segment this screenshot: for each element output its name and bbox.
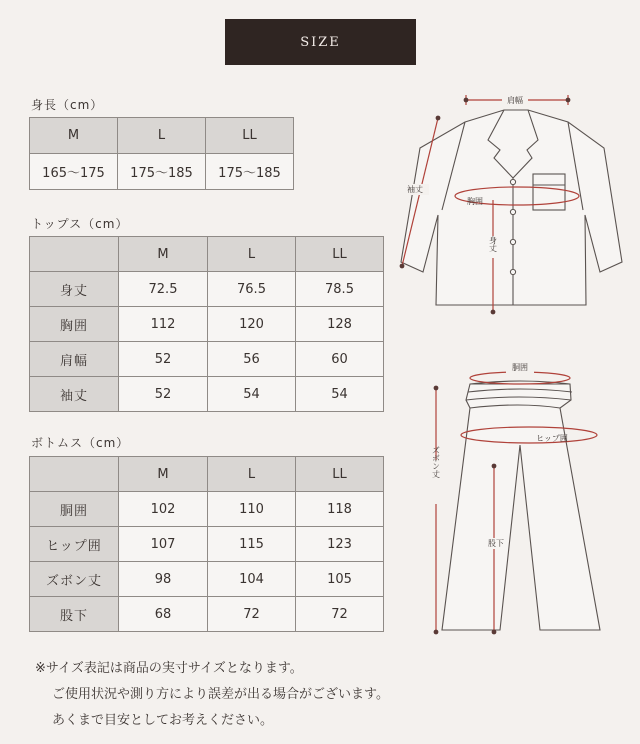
tops-cell: 60 xyxy=(296,342,384,377)
shirt-illustration xyxy=(401,110,622,305)
note-line-1: ※サイズ表記は商品の実寸サイズとなります。 xyxy=(35,661,303,676)
chest-label: 胸囲 xyxy=(467,197,483,206)
inseam-label: 股下 xyxy=(488,539,504,548)
body-length-label-1: 身丈 xyxy=(488,236,498,252)
bottoms-row-label: ヒップ囲 xyxy=(30,527,119,562)
tops-cell: 120 xyxy=(208,307,296,342)
tops-cell: 128 xyxy=(296,307,384,342)
height-header-m: M xyxy=(30,118,118,154)
sleeve-label: 袖丈 xyxy=(407,185,423,194)
bottoms-cell: 123 xyxy=(296,527,384,562)
bottoms-cell: 118 xyxy=(296,492,384,527)
pants-illustration xyxy=(442,381,600,630)
bottoms-cell: 115 xyxy=(208,527,296,562)
bottoms-cell: 68 xyxy=(119,597,208,632)
waist-label: 胴囲 xyxy=(512,363,528,372)
bottoms-table-title: ボトムス（cm） xyxy=(31,436,130,450)
tops-cell: 54 xyxy=(296,377,384,412)
pants-length-label: ズボン丈 xyxy=(431,446,441,478)
height-value-ll: 175〜185 xyxy=(206,154,294,190)
note-line-3: あくまで目安としてお考えください。 xyxy=(52,713,274,728)
bottoms-row-label: ズボン丈 xyxy=(30,562,119,597)
bottoms-cell: 98 xyxy=(119,562,208,597)
bottoms-cell: 72 xyxy=(296,597,384,632)
bottoms-header-m: M xyxy=(119,457,208,492)
bottoms-row-label: 股下 xyxy=(30,597,119,632)
tops-cell: 78.5 xyxy=(296,272,384,307)
bottoms-row-label: 胴囲 xyxy=(30,492,119,527)
height-header-l: L xyxy=(118,118,206,154)
tops-row-label: 胸囲 xyxy=(30,307,119,342)
bottoms-cell: 72 xyxy=(208,597,296,632)
tops-header-m: M xyxy=(119,237,208,272)
height-header-ll: LL xyxy=(206,118,294,154)
bottoms-cell: 102 xyxy=(119,492,208,527)
tops-cell: 52 xyxy=(119,377,208,412)
height-table-title: 身長（cm） xyxy=(31,98,104,112)
height-value-m: 165〜175 xyxy=(30,154,118,190)
bottoms-cell: 104 xyxy=(208,562,296,597)
tops-row-label: 肩幅 xyxy=(30,342,119,377)
tops-cell: 76.5 xyxy=(208,272,296,307)
tops-cell: 112 xyxy=(119,307,208,342)
shoulder-label: 肩幅 xyxy=(507,96,523,105)
bottoms-cell: 105 xyxy=(296,562,384,597)
tops-cell: 54 xyxy=(208,377,296,412)
size-banner-label: SIZE xyxy=(300,34,341,50)
tops-row-label: 身丈 xyxy=(30,272,119,307)
tops-row-label: 袖丈 xyxy=(30,377,119,412)
tops-cell: 72.5 xyxy=(119,272,208,307)
tops-cell: 52 xyxy=(119,342,208,377)
tops-header-l: L xyxy=(208,237,296,272)
bottoms-header-l: L xyxy=(208,457,296,492)
tops-header-ll: LL xyxy=(296,237,384,272)
note-line-2: ご使用状況や測り方により誤差が出る場合がございます。 xyxy=(52,687,389,702)
bottoms-cell: 107 xyxy=(119,527,208,562)
waist-circle xyxy=(470,372,570,384)
tops-cell: 56 xyxy=(208,342,296,377)
bottoms-header-ll: LL xyxy=(296,457,384,492)
height-value-l: 175〜185 xyxy=(118,154,206,190)
size-notes xyxy=(35,656,389,734)
hip-label: ヒップ囲 xyxy=(536,434,568,443)
tops-table-title: トップス（cm） xyxy=(31,217,129,231)
bottoms-cell: 110 xyxy=(208,492,296,527)
